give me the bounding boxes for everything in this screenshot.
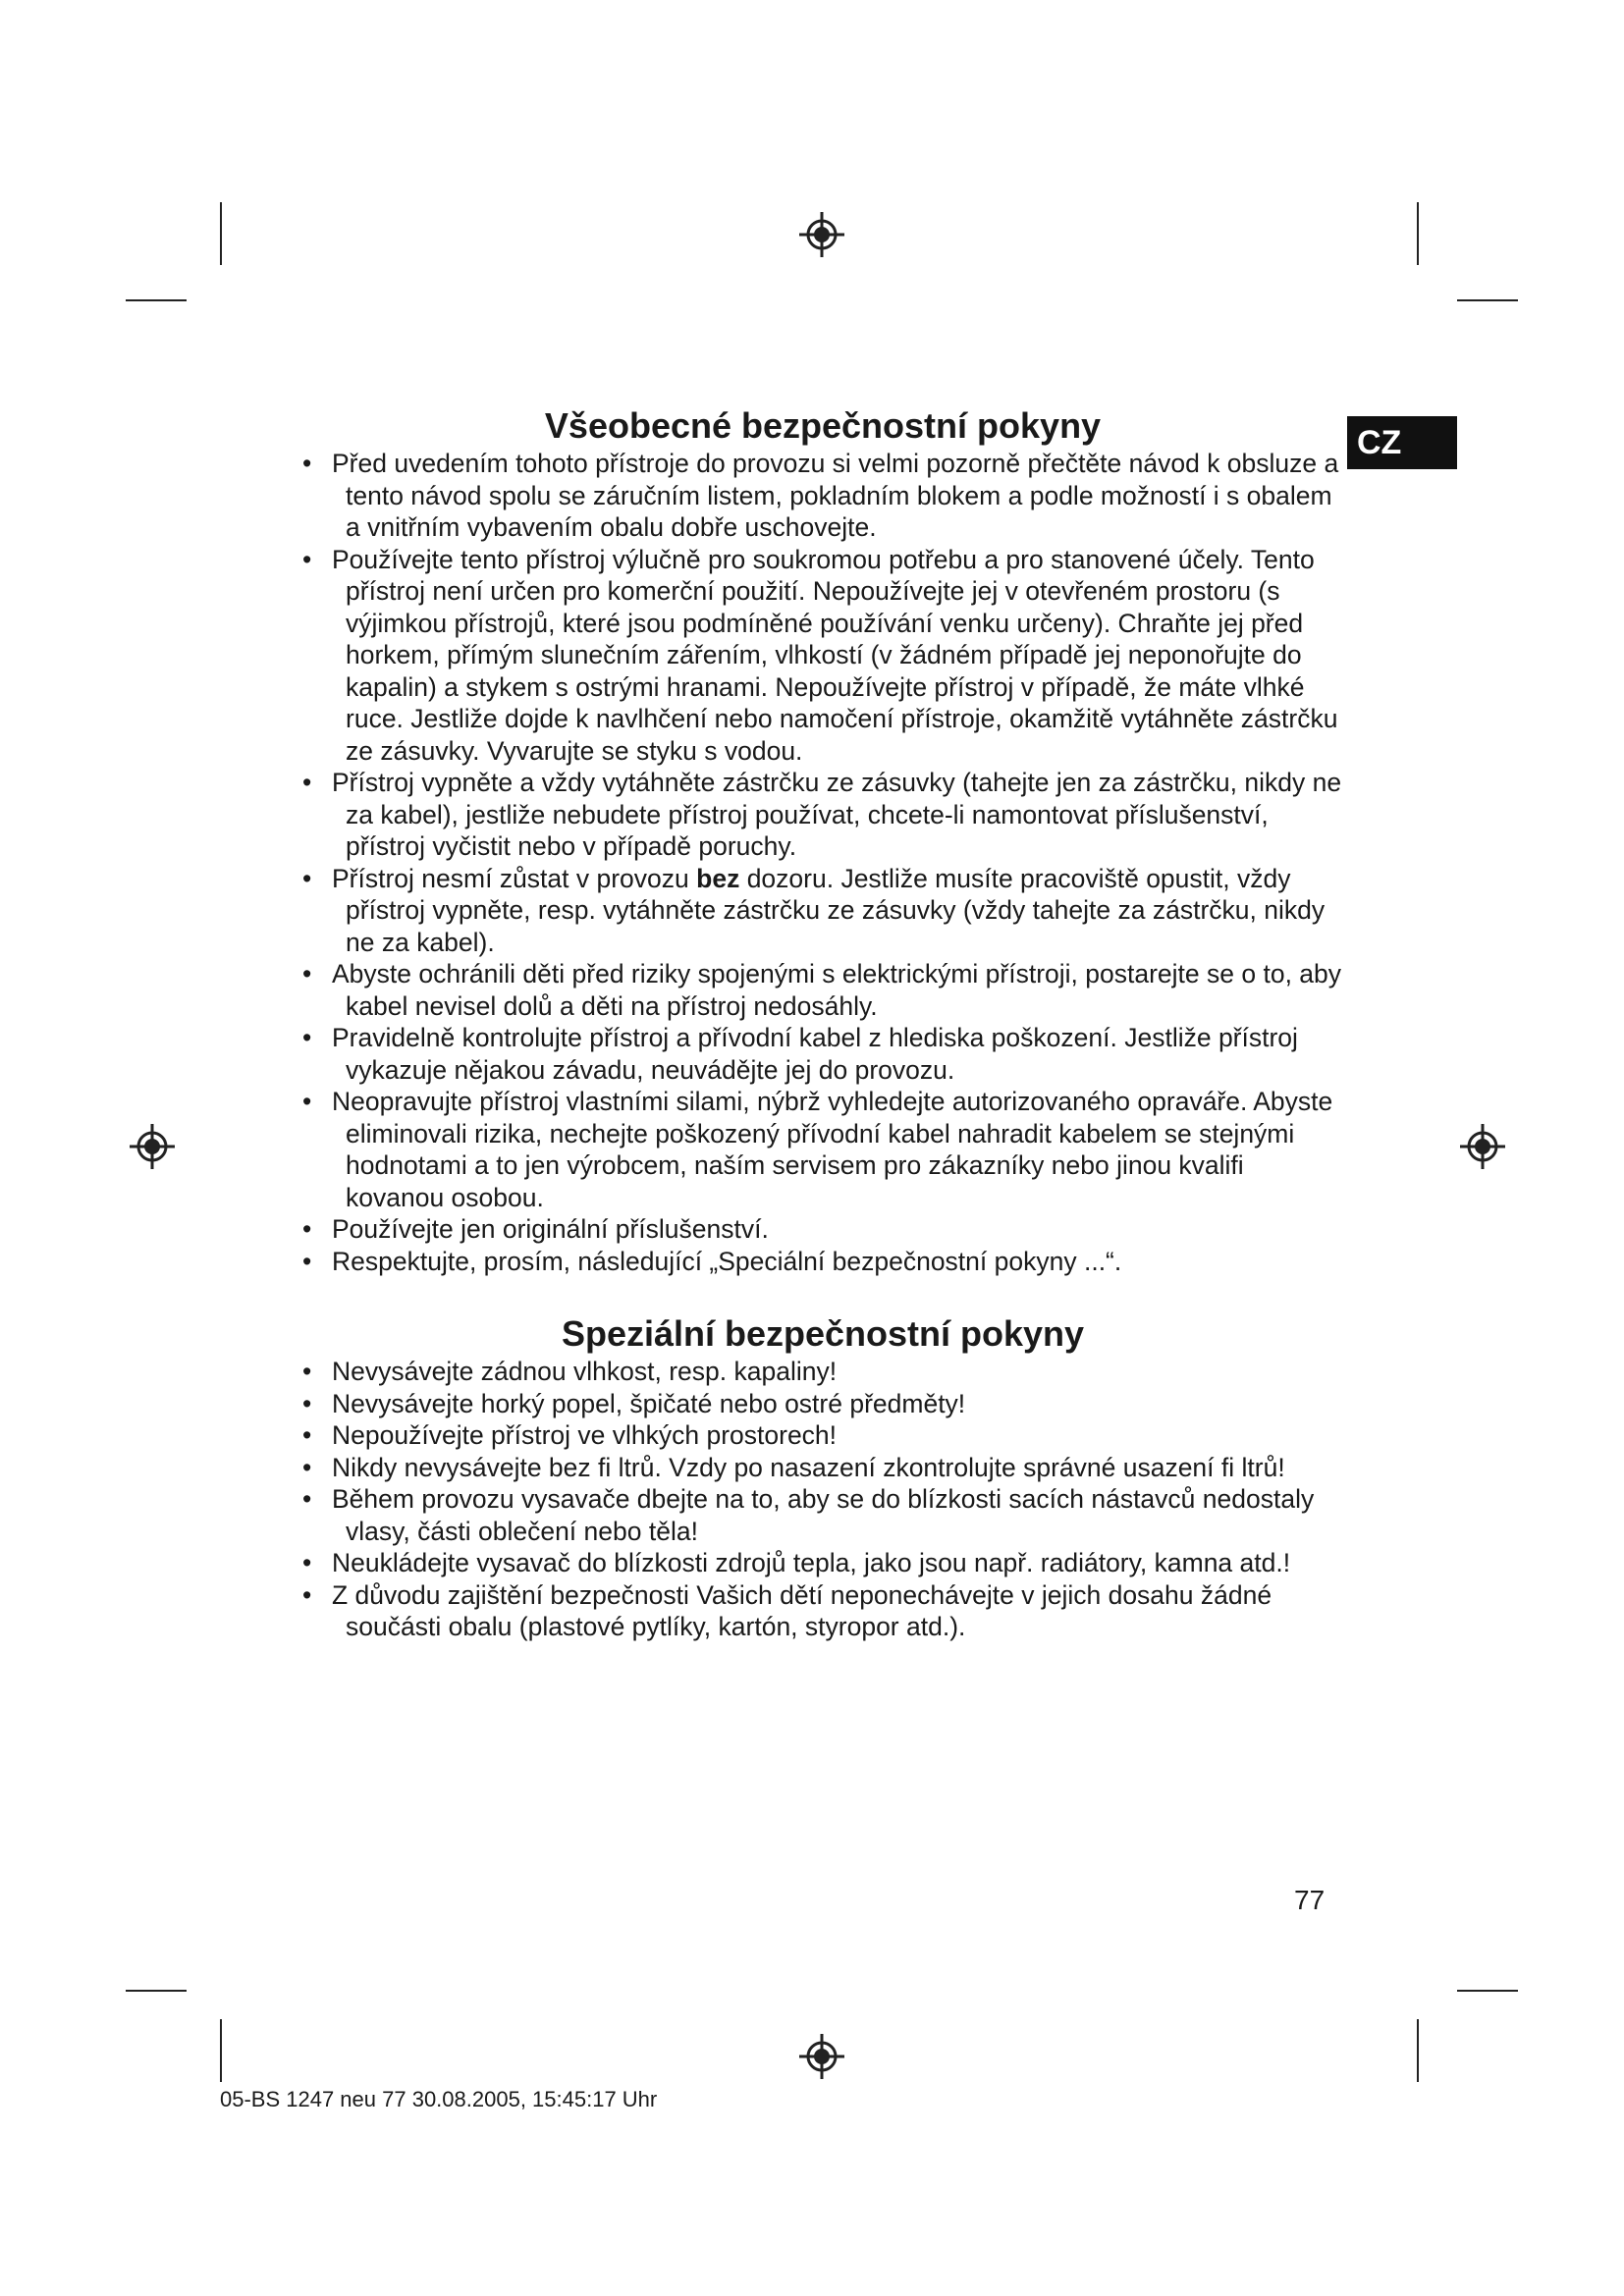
list-item: • Respektujte, prosím, následující „Speciální bezpečnostní pokyny ...“. xyxy=(316,1246,1343,1278)
registration-mark-icon xyxy=(1458,1122,1507,1171)
list-item: • Před uvedením tohoto přístroje do provozu si velmi pozorně přečtěte návod k obsluze a tento návod spolu se záručním listem, pokladním blokem a podle možností i s obalem a vnitřním vybavením obalu dobře uschovejte. xyxy=(316,448,1343,544)
list-item: • Neukládejte vysavač do blízkosti zdrojů tepla, jako jsou např. radiátory, kamna atd.! xyxy=(316,1547,1343,1579)
list-item: • Nikdy nevysávejte bez fi ltrů. Vzdy po nasazení zkontrolujte správné usazení fi ltrů! xyxy=(316,1452,1343,1484)
list-item: • Přístroj vypněte a vždy vytáhněte zástrčku ze zásuvky (tahejte jen za zástrčku, nikdy ne za kabel), jestliže nebudete přístroj používat, chcete-li namontovat příslušenství, přístroj vyčistit nebo v případě poruchy. xyxy=(316,767,1343,863)
item-text-bold: bez xyxy=(696,863,740,893)
list-item: • Nepoužívejte přístroj ve vlhkých prostorech! xyxy=(316,1419,1343,1452)
crop-mark-top-left-horizontal xyxy=(126,299,187,301)
crop-mark-top-right-vertical xyxy=(1417,202,1419,265)
list-item: • Používejte jen originální příslušenství. xyxy=(316,1213,1343,1246)
crop-mark-bottom-left-horizontal xyxy=(126,1990,187,1992)
crop-mark-bottom-right-horizontal xyxy=(1457,1990,1518,1992)
page-number: 77 xyxy=(1294,1885,1326,1915)
list-item: • Neopravujte přístroj vlastními silami, nýbrž vyhledejte autorizovaného opraváře. Abyste eliminovali rizika, nechejte poškozený přívodní kabel nahradit kabelem se stejnými hodnotami a to jen výrobcem, naším servisem pro zákazníky nebo jinou kvalifi kovanou osobou. xyxy=(316,1086,1343,1213)
special-safety-list xyxy=(302,1356,1343,1643)
page-content xyxy=(302,404,1343,1643)
list-item: • Abyste ochránili děti před riziky spojenými s elektrickými přístroji, postarejte se o to, aby kabel nevisel dolů a děti na přístroj nedosáhly. xyxy=(316,958,1343,1022)
section-title: Speziální bezpečnostní pokyny xyxy=(561,1313,1085,1354)
section-title: Všeobecné bezpečnostní pokyny xyxy=(544,405,1102,446)
list-item: • Používejte tento přístroj výlučně pro soukromou potřebu a pro stanovené účely. Tento přístroj není určen pro komerční použití. Nepoužívejte jej v otevřeném prostoru (s výjimkou přístrojů, které jsou podmíněné používání venku určeny). Chraňte jej před horkem, přímým slunečním zářením, vlhkostí (v žádném případě jej neponořujte do kapalin) a stykem s ostrými hranami. Nepoužívejte přístroj v případě, že máte vlhké ruce. Jestliže dojde k navlhčení nebo namočení přístroje, okamžitě vytáhněte zástrčku ze zásuvky. Vyvarujte se styku s vodou. xyxy=(316,544,1343,768)
list-item: • Nevysávejte zádnou vlhkost, resp. kapaliny! xyxy=(316,1356,1343,1388)
list-item xyxy=(316,863,1343,959)
language-tab: CZ xyxy=(1347,416,1457,469)
crop-mark-top-right-horizontal xyxy=(1457,299,1518,301)
item-text-before: Přístroj nesmí zůstat v provozu xyxy=(332,863,697,893)
general-safety-list xyxy=(302,448,1343,1277)
registration-mark-icon xyxy=(797,2032,846,2081)
crop-mark-bottom-left-vertical xyxy=(220,2019,222,2082)
registration-mark-icon xyxy=(128,1122,177,1171)
list-item: • Během provozu vysavače dbejte na to, aby se do blízkosti sacích nástavců nedostaly vlasy, části oblečení nebo těla! xyxy=(316,1483,1343,1547)
print-footer: 05-BS 1247 neu 77 30.08.2005, 15:45:17 Uhr xyxy=(220,2087,658,2111)
list-item: • Nevysávejte horký popel, špičaté nebo ostré předměty! xyxy=(316,1388,1343,1420)
item-text-after: dozoru. Jestliže musíte pracoviště opustit, vždy přístroj vypněte, resp. vytáhněte zástrčku ze zásuvky (vždy tahejte za zástrčku, nikdy ne za kabel). xyxy=(346,863,1326,957)
crop-mark-top-left-vertical xyxy=(220,202,222,265)
crop-mark-bottom-right-vertical xyxy=(1417,2019,1419,2082)
list-item: • Pravidelně kontrolujte přístroj a přívodní kabel z hlediska poškození. Jestliže přístroj vykazuje nějakou závadu, neuvádějte jej do provozu. xyxy=(316,1022,1343,1086)
list-item: • Z důvodu zajištění bezpečnosti Vašich dětí neponechávejte v jejich dosahu žádné součásti obalu (plastové pytlíky, kartón, styropor atd.). xyxy=(316,1579,1343,1643)
registration-mark-icon xyxy=(797,210,846,259)
